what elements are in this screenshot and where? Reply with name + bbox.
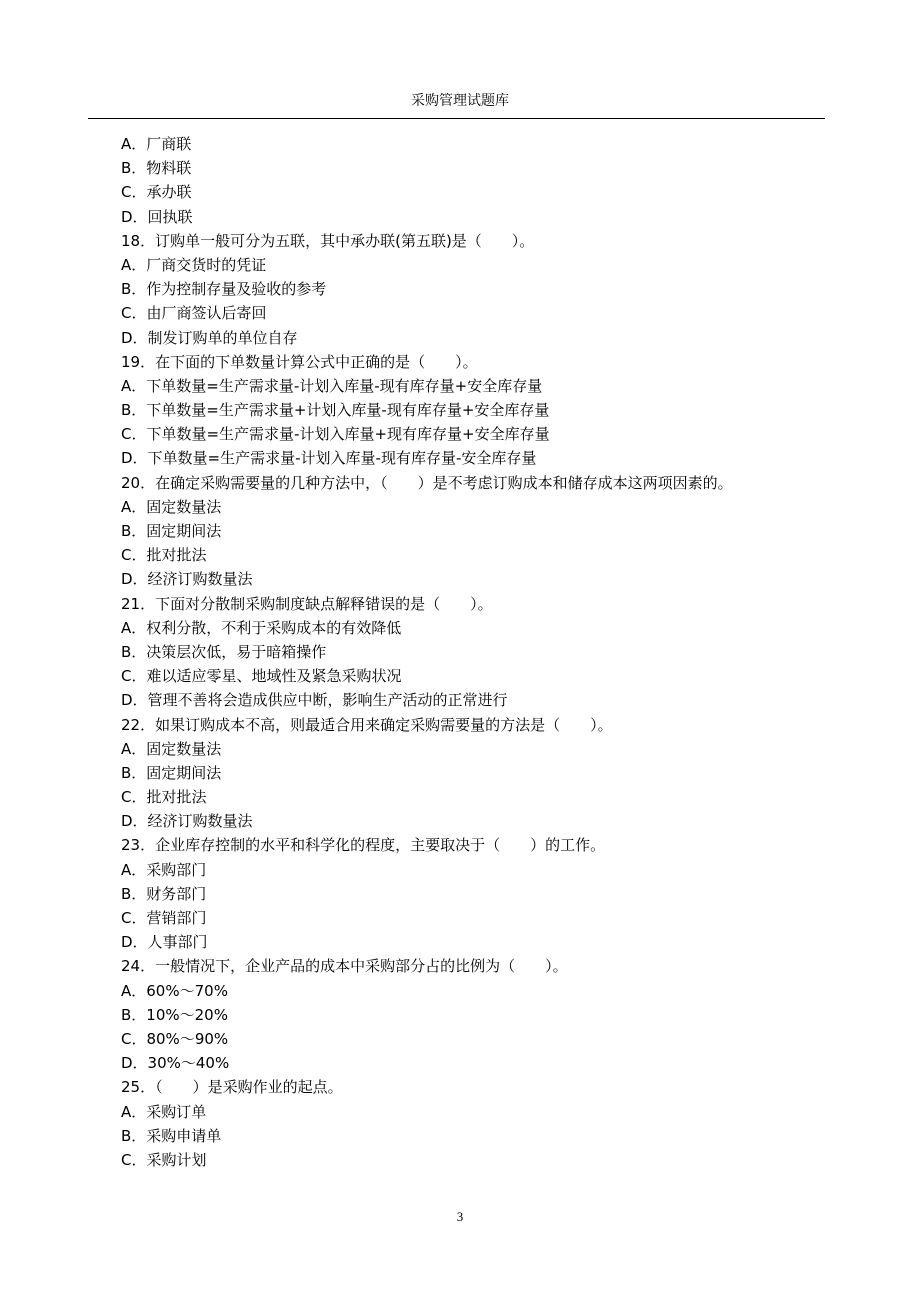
- answer-option: D．制发订购单的单位自存: [121, 328, 298, 347]
- question-stem: 21．下面对分散制采购制度缺点解释错误的是（ ）。: [121, 594, 493, 613]
- page-header-title: 采购管理试题库: [411, 93, 509, 109]
- question-stem: 18．订购单一般可分为五联，其中承办联(第五联)是（ ）。: [121, 231, 535, 250]
- answer-option: A．采购部门: [121, 860, 207, 879]
- answer-option: B．作为控制存量及验收的参考: [121, 280, 327, 299]
- answer-option: C．批对批法: [121, 546, 207, 565]
- answer-option: C．80%～90%: [121, 1029, 229, 1048]
- answer-option: C．承办联: [121, 183, 192, 202]
- answer-option: A．固定数量法: [121, 497, 222, 516]
- answer-option: B．固定期间法: [121, 763, 222, 782]
- answer-option: B．下单数量=生产需求量+计划入库量-现有库存量+安全库存量: [121, 401, 550, 420]
- answer-option: A．采购订单: [121, 1102, 207, 1121]
- answer-option: A．权利分散，不利于采购成本的有效降低: [121, 618, 402, 637]
- answer-option: C．下单数量=生产需求量-计划入库量+现有库存量+安全库存量: [121, 425, 550, 444]
- answer-option: D．人事部门: [121, 933, 208, 952]
- answer-option: B．10%～20%: [121, 1005, 228, 1024]
- page-number: 3: [456, 1209, 464, 1224]
- question-stem: 19．在下面的下单数量计算公式中正确的是（ ）。: [121, 352, 478, 371]
- header-divider: [88, 118, 825, 119]
- answer-option: D．回执联: [121, 207, 193, 226]
- answer-option: B．采购申请单: [121, 1126, 222, 1145]
- answer-option: B．物料联: [121, 159, 192, 178]
- question-stem: 25．（ ）是采购作业的起点。: [121, 1078, 343, 1097]
- answer-option: A．厂商交货时的凭证: [121, 255, 267, 274]
- answer-option: B．固定期间法: [121, 522, 222, 540]
- answer-option: C．由厂商签认后寄回: [121, 304, 267, 323]
- answer-option: C．批对批法: [121, 788, 207, 807]
- answer-option: C．难以适应零星、地域性及紧急采购状况: [121, 667, 402, 686]
- answer-option: C．营销部门: [121, 909, 207, 927]
- answer-option: D．30%～40%: [121, 1054, 230, 1073]
- answer-option: A．60%～70%: [121, 981, 228, 1000]
- question-stem: 24．一般情况下，企业产品的成本中采购部分占的比例为（ ）。: [121, 957, 568, 976]
- answer-option: A．厂商联: [121, 135, 192, 153]
- answer-option: A．固定数量法: [121, 739, 222, 758]
- answer-option: C．采购计划: [121, 1150, 207, 1169]
- answer-option: D．经济订购数量法: [121, 570, 253, 589]
- question-list: [121, 132, 821, 1172]
- question-stem: 20．在确定采购需要量的几种方法中，（ ）是不考虑订购成本和储存成本这两项因素的。: [121, 473, 733, 492]
- answer-option: B．决策层次低，易于暗箱操作: [121, 642, 327, 661]
- question-stem: 22．如果订购成本不高，则最适合用来确定采购需要量的方法是（ ）。: [121, 715, 613, 734]
- answer-option: D．经济订购数量法: [121, 812, 253, 831]
- question-stem: 23．企业库存控制的水平和科学化的程度，主要取决于（ ）的工作。: [121, 836, 606, 855]
- answer-option: A．下单数量=生产需求量-计划入库量-现有库存量+安全库存量: [121, 376, 543, 395]
- answer-option: D．管理不善将会造成供应中断，影响生产活动的正常进行: [121, 691, 508, 710]
- answer-option: B．财务部门: [121, 884, 207, 903]
- answer-option: D．下单数量=生产需求量-计划入库量-现有库存量-安全库存量: [121, 449, 537, 468]
